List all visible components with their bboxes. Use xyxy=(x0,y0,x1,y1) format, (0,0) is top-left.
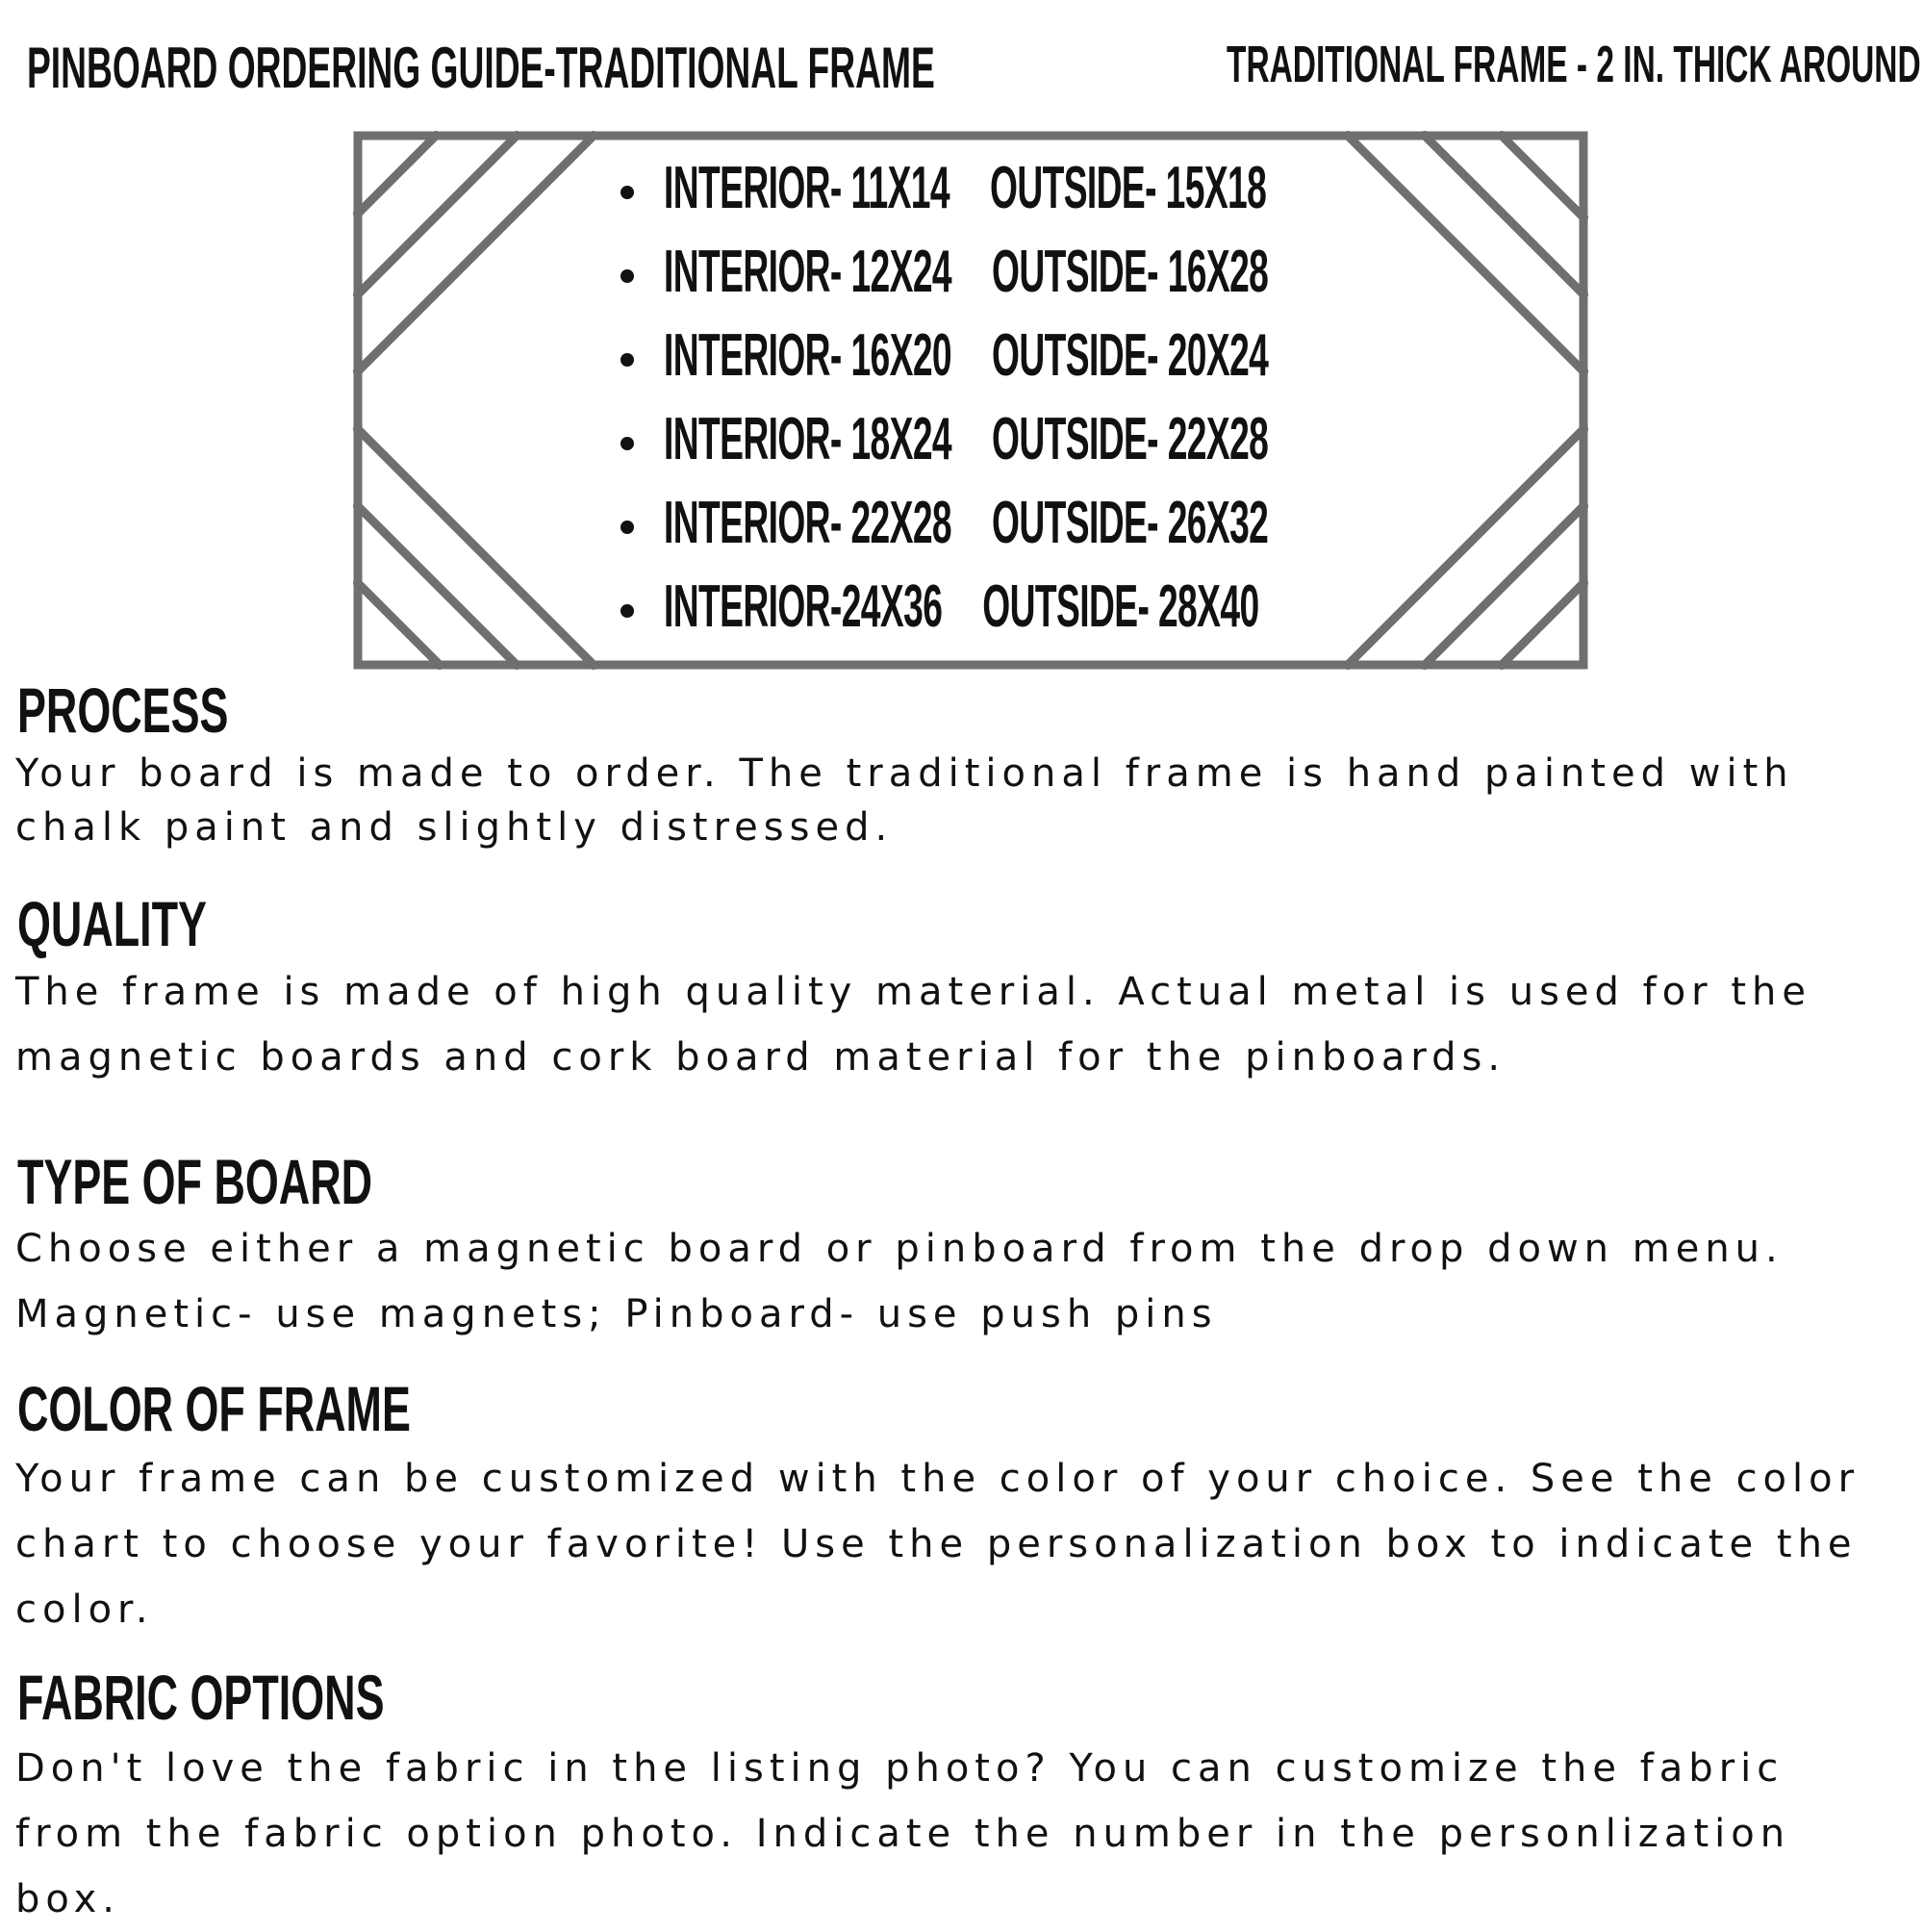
size-item xyxy=(664,321,1671,405)
process-heading: PROCESS xyxy=(17,674,229,746)
bullet-icon xyxy=(620,353,634,367)
interior-size: INTERIOR- 12X24 xyxy=(664,239,952,305)
page-subtitle: TRADITIONAL FRAME - 2 IN. THICK AROUND xyxy=(1227,36,1921,93)
color-of-frame-body: Your frame can be customized with the color of your choice. See the color chart to choose your favorite! Use the personalization box to indicate the color. xyxy=(15,1457,1861,1632)
size-item xyxy=(664,489,1671,572)
size-list xyxy=(664,154,1671,656)
frame-stripe xyxy=(358,136,436,214)
outside-size: OUTSIDE- 26X32 xyxy=(992,490,1269,556)
process-body: Your board is made to order. The traditional frame is hand painted with chalk paint and slightly distressed. xyxy=(15,751,1794,850)
size-item xyxy=(664,238,1671,321)
type-of-board-line-1: Choose either a magnetic board or pinboard from the drop down menu. xyxy=(15,1227,1784,1271)
frame-stripe xyxy=(358,136,517,294)
size-item xyxy=(664,405,1671,489)
outside-size: OUTSIDE- 16X28 xyxy=(992,239,1269,305)
size-item xyxy=(664,154,1671,238)
outside-size: OUTSIDE- 28X40 xyxy=(982,573,1259,640)
bullet-icon xyxy=(620,186,634,199)
page-title: PINBOARD ORDERING GUIDE-TRADITIONAL FRAME xyxy=(27,36,935,100)
quality-heading: QUALITY xyxy=(17,888,207,959)
bullet-icon xyxy=(620,521,634,534)
type-of-board-heading: TYPE OF BOARD xyxy=(17,1146,373,1217)
type-of-board-body xyxy=(15,1216,1901,1347)
quality-body: The frame is made of high quality material. Actual metal is used for the magnetic boards and cork board material for the pinboards. xyxy=(15,970,1811,1080)
interior-size: INTERIOR- 22X28 xyxy=(664,490,952,556)
interior-size: INTERIOR-24X36 xyxy=(664,573,943,640)
outside-size: OUTSIDE- 22X28 xyxy=(992,406,1269,472)
frame-stripe xyxy=(358,583,440,665)
color-of-frame-heading: COLOR OF FRAME xyxy=(17,1373,411,1444)
bullet-icon xyxy=(620,269,634,283)
fabric-options-heading: FABRIC OPTIONS xyxy=(17,1662,385,1733)
bullet-icon xyxy=(620,604,634,618)
outside-size: OUTSIDE- 15X18 xyxy=(989,155,1267,221)
bullet-icon xyxy=(620,437,634,450)
type-of-board-line-2: Magnetic- use magnets; Pinboard- use push pins xyxy=(15,1292,1218,1336)
interior-size: INTERIOR- 11X14 xyxy=(664,155,949,221)
interior-size: INTERIOR- 16X20 xyxy=(664,322,952,389)
fabric-options-body: Don't love the fabric in the listing photo? You can customize the fabric from the fabric option photo. Indicate the number in the personlization box. xyxy=(15,1746,1791,1921)
interior-size: INTERIOR- 18X24 xyxy=(664,406,952,472)
frame-stripe xyxy=(358,506,517,665)
outside-size: OUTSIDE- 20X24 xyxy=(992,322,1269,389)
size-item xyxy=(664,572,1671,656)
